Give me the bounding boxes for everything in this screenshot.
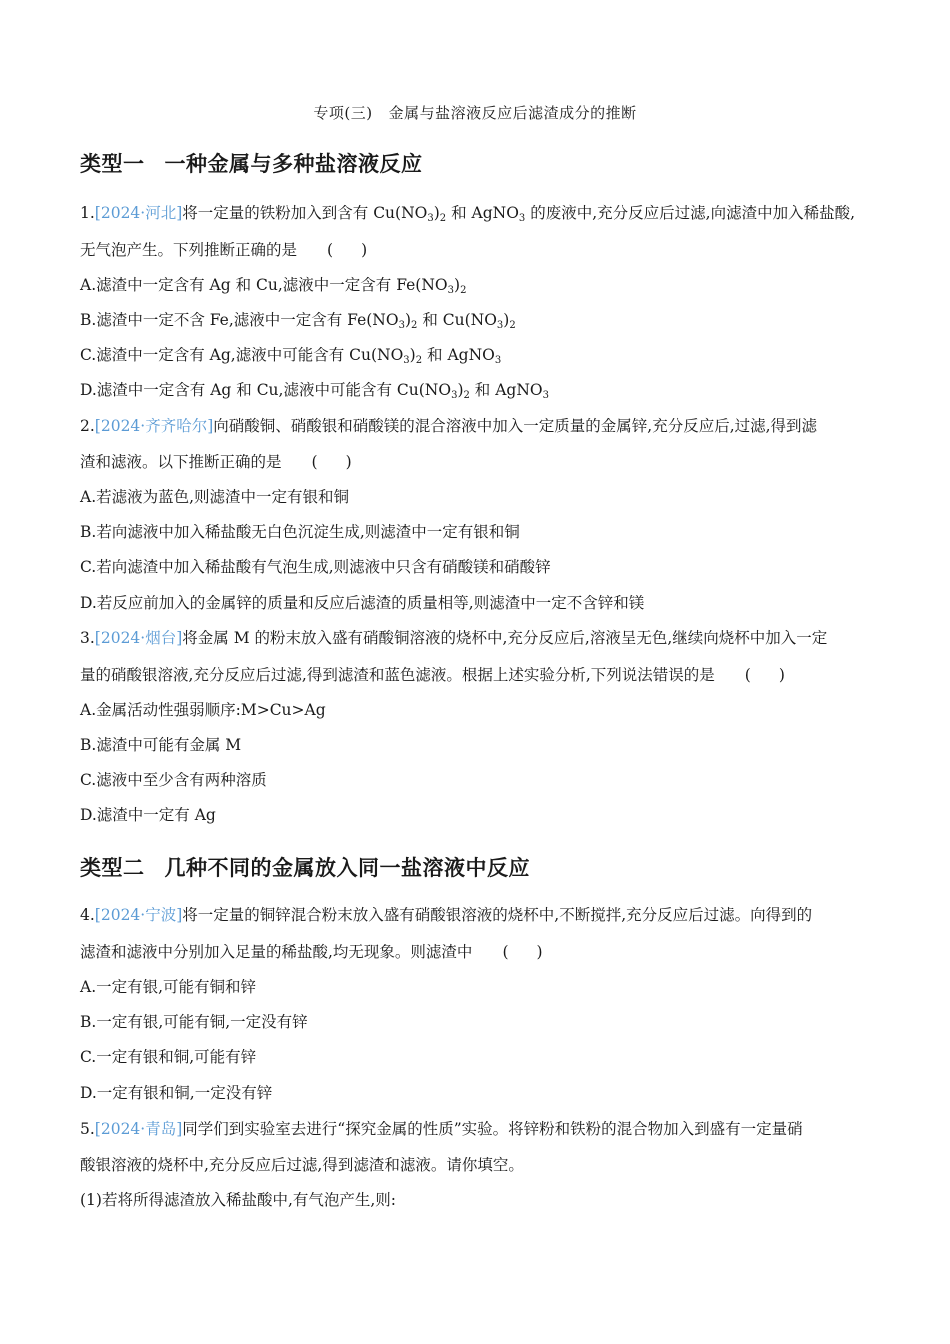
question-text: 将金属 M 的粉末放入盛有硝酸铜溶液的烧杯中,充分反应后,溶液呈无色,继续向烧杯中加入一定	[182, 629, 828, 647]
question-4-line-2	[80, 942, 880, 962]
option-3a: A.金属活动性强弱顺序:M>Cu>Ag	[80, 701, 326, 719]
paren-open: (	[744, 666, 751, 684]
answer-blank	[312, 452, 352, 472]
option-1a	[80, 275, 880, 295]
option-text: )	[503, 311, 510, 329]
option-text: )	[409, 346, 416, 364]
question-number: 1.	[80, 204, 95, 222]
subscript: 2	[460, 285, 467, 296]
question-5-line-2: 酸银溶液的烧杯中,充分反应后过滤,得到滤渣和滤液。请你填空。	[80, 1156, 524, 1174]
question-text: 同学们到实验室去进行“探究金属的性质”实验。将锌粉和铁粉的混合物加入到盛有一定量硝	[182, 1120, 803, 1138]
answer-blank	[327, 240, 367, 260]
paren-close: )	[778, 666, 785, 684]
paren-close: )	[361, 241, 368, 259]
subscript: 3	[403, 355, 410, 366]
option-1c	[80, 345, 880, 365]
option-text: )	[404, 311, 412, 329]
question-text: 和 AgNO	[446, 204, 519, 222]
subscript: 3	[494, 355, 502, 366]
option-1b	[80, 310, 880, 330]
option-4a: A.一定有银,可能有铜和锌	[80, 978, 257, 996]
option-2b: B.若向滤液中加入稀盐酸无白色沉淀生成,则滤渣中一定有银和铜	[80, 523, 520, 541]
subscript: 3	[451, 390, 458, 401]
option-text: )	[454, 276, 461, 294]
question-text: 的废液中,充分反应后过滤,向滤渣中加入稀盐酸,	[525, 204, 856, 222]
option-2a: A.若滤液为蓝色,则滤渣中一定有银和铜	[80, 488, 350, 506]
paren-close: )	[345, 453, 352, 471]
question-source: [2024·烟台]	[94, 629, 183, 647]
subscript: 3	[518, 213, 526, 224]
option-4d: D.一定有银和铜,一定没有锌	[80, 1084, 273, 1102]
section-label: 类型二	[80, 856, 145, 880]
question-1-line-1	[80, 203, 880, 223]
subscript: 3	[398, 320, 405, 331]
option-text: )	[457, 381, 464, 399]
subscript: 3	[427, 213, 434, 224]
subscript: 3	[496, 320, 504, 331]
option-2d: D.若反应前加入的金属锌的质量和反应后滤渣的质量相等,则滤渣中一定不含锌和镁	[80, 594, 645, 612]
section-label: 类型一	[80, 152, 145, 176]
option-text: C.滤渣中一定含有 Ag,滤液中可能含有 Cu(NO	[80, 346, 404, 364]
question-text: 滤渣和滤液中分别加入足量的稀盐酸,均无现象。则滤渣中	[80, 943, 473, 961]
page-title-label: 专项(三)	[313, 104, 373, 122]
option-4b: B.一定有银,可能有铜,一定没有锌	[80, 1013, 308, 1031]
option-text: B.滤渣中一定不含 Fe,滤液中一定含有 Fe(NO	[80, 311, 399, 329]
subscript: 2	[463, 390, 470, 401]
option-3c: C.滤液中至少含有两种溶质	[80, 771, 267, 789]
page-title	[0, 102, 950, 123]
question-text: 无气泡产生。下列推断正确的是	[80, 241, 298, 259]
question-2-line-2	[80, 452, 880, 472]
paren-close: )	[536, 943, 543, 961]
subscript: 2	[439, 213, 447, 224]
subscript: 3	[542, 390, 549, 401]
option-3b: B.滤渣中可能有金属 M	[80, 736, 242, 754]
paren-open: (	[311, 453, 318, 471]
section-text: 几种不同的金属放入同一盐溶液中反应	[164, 856, 530, 880]
question-number: 4.	[80, 906, 95, 924]
option-2c: C.若向滤渣中加入稀盐酸有气泡生成,则滤液中只含有硝酸镁和硝酸锌	[80, 558, 551, 576]
question-number: 2.	[80, 417, 95, 435]
question-1-line-2	[80, 240, 880, 260]
question-4-line-1	[80, 905, 880, 925]
option-text: 和 Cu(NO	[417, 311, 497, 329]
answer-blank	[502, 942, 542, 962]
question-number: 3.	[80, 629, 95, 647]
page-title-text: 金属与盐溶液反应后滤渣成分的推断	[388, 104, 637, 122]
question-source: [2024·河北]	[94, 204, 183, 222]
question-source: [2024·宁波]	[94, 906, 183, 924]
subscript: 2	[411, 320, 418, 331]
question-text: 将一定量的铁粉加入到含有 Cu(NO	[182, 204, 428, 222]
question-source: [2024·青岛]	[94, 1120, 183, 1138]
question-text: )	[433, 204, 440, 222]
section-heading-type-1	[80, 148, 423, 178]
option-text: 和 AgNO	[422, 346, 495, 364]
question-5-line-1	[80, 1119, 880, 1139]
question-text: 向硝酸铜、硝酸银和硝酸镁的混合溶液中加入一定质量的金属锌,充分反应后,过滤,得到滤	[213, 417, 818, 435]
option-text: D.滤渣中一定含有 Ag 和 Cu,滤液中可能含有 Cu(NO	[80, 381, 452, 399]
option-text: 和 AgNO	[469, 381, 543, 399]
question-3-line-1	[80, 628, 880, 648]
option-4c: C.一定有银和铜,可能有锌	[80, 1048, 257, 1066]
answer-blank	[745, 665, 785, 685]
question-number: 5.	[80, 1120, 95, 1138]
option-text: A.滤渣中一定含有 Ag 和 Cu,滤液中一定含有 Fe(NO	[80, 276, 448, 294]
question-3-line-2	[80, 665, 880, 685]
paren-open: (	[327, 241, 334, 259]
option-1d	[80, 380, 880, 400]
subscript: 3	[447, 285, 454, 296]
paren-open: (	[502, 943, 509, 961]
question-text: 渣和滤液。以下推断正确的是	[80, 453, 282, 471]
section-heading-type-2	[80, 852, 530, 882]
subscript: 2	[415, 355, 423, 366]
question-text: 将一定量的铜锌混合粉末放入盛有硝酸银溶液的烧杯中,不断搅拌,充分反应后过滤。向得到的	[182, 906, 813, 924]
question-2-line-1	[80, 416, 880, 436]
subscript: 2	[509, 320, 516, 331]
question-source: [2024·齐齐哈尔]	[94, 417, 214, 435]
question-text: 量的硝酸银溶液,充分反应后过滤,得到滤渣和蓝色滤液。根据上述实验分析,下列说法错误的是	[80, 666, 715, 684]
section-text: 一种金属与多种盐溶液反应	[164, 152, 423, 176]
option-3d: D.滤渣中一定有 Ag	[80, 806, 216, 824]
question-5-subquestion-1: (1)若将所得滤渣放入稀盐酸中,有气泡产生,则:	[80, 1191, 397, 1209]
